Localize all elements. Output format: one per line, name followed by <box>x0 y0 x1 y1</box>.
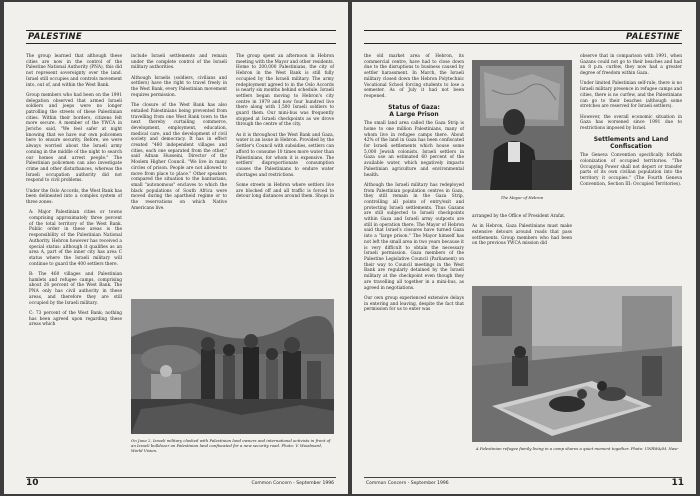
page-header-left <box>26 30 336 44</box>
paragraph: As in Hebron, Gaza Palestinians must make extensive detours around roads that pass settlements. Group members who had been on the previous YWCA mission did <box>472 224 572 247</box>
left-page <box>4 2 348 494</box>
clash-photo-caption: On June 2, Israeli military clashed with Palestinian land owners and international activists in front of an Israeli bulldozer on Palestinian land confiscated for a new security road. Photo: V. Woodward, World Vision. <box>131 438 331 453</box>
heading-line: Confiscation <box>610 143 652 151</box>
mayor-photo-image <box>472 60 572 190</box>
right-column-1 <box>364 54 464 318</box>
paragraph: Our own group experienced extensive delays in entering and leaving, despite the fact that permission for us to enter was <box>364 295 464 313</box>
footer-rule-right <box>364 477 682 478</box>
mayor-photo-caption: The Mayor of Hebron <box>500 195 544 200</box>
right-column-3 <box>580 54 682 192</box>
clash-photo-image <box>131 299 334 434</box>
page-number-right: 11 <box>671 478 684 488</box>
mayor-photo <box>472 60 572 190</box>
paragraph: The small land area called the Gaza Strip is home to one million Palestinians, many of whom live in refugee camps there. About 42% of the land in Gaza has been confiscated for Israeli settlements which house some 5,000 Jewish colonists. Israeli settlers in Gaza use an estimated 60 percent of the available water, which negatively impacts Palestinian agriculture and environmental health. <box>364 121 464 178</box>
paragraph: Under the Oslo Accords, the West Bank has been delineated into a complex system of three zones: <box>26 188 122 206</box>
paragraph: Under limited Palestinian self-rule, there is no Israeli military presence in refugee camps and cities, there is no curfew, and the Palestinians can go to their beaches (although some stretches are reserved for Israeli settlers). <box>580 81 682 110</box>
page-header-right <box>364 30 682 44</box>
paragraph: B: The 460 villages and Palestinian hamlets and refugee camps, comprising about 26 percent of the West Bank. The PNA only has civil authority in these areas, and therefore they are still occupied by the Israeli military. <box>29 271 122 306</box>
right-page <box>352 2 696 494</box>
left-column-1 <box>26 54 122 333</box>
paragraph: arranged by the Office of President Arafat. <box>472 214 566 219</box>
paragraph: A: Major Palestinian cities or towns comprising approximately three percent of the total territory of the West Bank. Public order in these areas is the responsibility of the Palestinian National Authority. Hebron however has received a special status: although it qualifies as an area A, part of the inner city has area C status where the Israeli military will continue to guard the 400 settlers there. <box>29 210 122 267</box>
refugee-camp-photo-image <box>472 286 682 442</box>
paragraph: Some streets in Hebron where settlers live are blocked off and all traffic is forced to detour long distances around them. Shops in <box>236 182 335 200</box>
left-column-2 <box>131 54 227 216</box>
heading-line: A Large Prison <box>389 111 439 119</box>
paragraph: The closure of the West Bank has also entailed Palestinians being prevented from travelling from one West Bank town to the next thereby curtailing commerce, development, employment, education, medical care, and the development of civil society and democracy. It has in effect created "460 independent villages and cities, each one separated from the other," said Adnan Husseini, Director of the Moslem Higher Council. "We live in many circles of prison. People are not allowed to move from place to place." Other speakers compared the situation to the bantustans, small "autonomous" enclaves to which the black populations of South Africa were moved during the apartheid regime or to the reservations on which Native Americans live. <box>131 103 227 211</box>
heading-line: Status of Gaza: <box>388 104 440 112</box>
section-title-left: PALESTINE <box>28 32 82 42</box>
refugee-camp-photo-caption: A Palestinian refugee family living in a camp shares a quiet moment together. Photo: UNRWA/M. Nasr <box>475 446 679 451</box>
clash-photo <box>131 299 334 434</box>
right-column-2 <box>472 214 572 252</box>
paragraph: However, the overall economic situation in Gaza has worsened since 1991 due to restrictions imposed by Israel. <box>580 114 682 131</box>
paragraph: C: 73 percent of the West Bank; nothing has been agreed upon regarding these areas which <box>29 310 122 328</box>
paragraph: include Israeli settlements and remain under the complete control of the Israeli military authorities. <box>131 54 227 71</box>
paragraph: Although the Israeli military has redeployed from Palestinian population centres in Gaza, they still remain in the Gaza Strip, controlling all points of entry/exit and protecting Israeli settlements. Thus Gazans are still subjected to Israeli checkpoints within Gaza and Israeli army outposts are still in operation there. The Mayor of Hebron said that Israel's closures have turned Gaza into a "large prison." The Mayor himself has not left the small area in two years because it is very difficult to obtain the necessary Israeli permission. Gaza members of the Palestine Legislative Council (Parliament) on their way to Council meetings in the West Bank are regularly detained by the Israeli military at the checkpoint even though they are travelling all together in a mini-bus, as agreed in negotiations. <box>364 182 464 291</box>
heading-line: Settlements and Land <box>593 136 669 144</box>
paragraph: The group learned that although these cities are now in the control of the Palestine National Authority (PNA), this did not represent sovereignty over the land. Israel still occupies and controls movement into, out of, and within the West Bank. <box>26 54 122 88</box>
left-column-3 <box>236 54 334 205</box>
paragraph: observe that in comparison with 1991, when Gazans could not go to their beaches and had an 8 p.m. curfew, they now had a greater degree of freedom within Gaza. <box>580 54 682 77</box>
paragraph: The group spent an afternoon in Hebron meeting with the Mayor and other residents. Home to 200,000 Palestinians, the city of Hebron in the West Bank is still fully occupied by the Israeli military. The army redeployment agreed to in the Oslo Accords is nearly six months behind schedule. Israeli settlers began moving to Hebron's city centre in 1979 and now four hundred live there along with 1,500 Israeli soldiers to guard them. Our mini-bus was frequently stopped at Israeli checkpoints as we drove through the centre of the city. <box>236 54 334 128</box>
section-title-right: PALESTINE <box>626 32 680 42</box>
footer-text-left: Common Concern - September 1996 <box>251 481 334 486</box>
footer-rule-left <box>26 477 336 478</box>
refugee-camp-photo <box>472 286 682 442</box>
paragraph: As it is throughout the West Bank and Gaza, water is an issue in Hebron. Provided by the Settler's Council with subsidies, settlers can afford to consume 10 times more water than Palestinians, for whom it is expensive. The settlers' disproportionate consumption causes the Palestinians to endure water shortages and restrictions. <box>236 132 334 178</box>
page-number-left: 10 <box>26 478 39 488</box>
paragraph: the old market area of Hebron, its commercial centre, have had to close down due to the disruptions to business caused by settler harassment. In March, the Israeli military closed down the Hebron Polytechnic Vocational School forcing students to lose a semester. As of July it had not been reopened. <box>364 54 464 99</box>
paragraph: The Geneva Convention specifically forbids colonization of occupied territories. "The Occupying Power shall not deport or transfer parts of its own civilian population into the territory it occupies." (The Fourth Geneva Convention, Section III: Occupied Territories). <box>580 153 682 187</box>
heading-settlements <box>580 136 682 150</box>
footer-text-right: Common Concern - September 1996 <box>366 481 449 486</box>
heading-status-of-gaza <box>364 104 464 118</box>
paragraph: Although Israelis (soldiers, civilians and settlers) have the right to travel freely in the West Bank, every Palestinian movement requires permission. <box>131 75 227 98</box>
paragraph: Group members who had been on the 1991 delegation observed that armed Israeli soldiers and jeeps were no longer patrolling the streets of these Palestinian cities. Within their borders, citizens felt more secure. A member of the YWCA in Jericho said, "We feel safer at night knowing that we have our own policemen here to ensure security. Before, we were always worried about the Israeli army coming in the middle of the night to search our homes and arrest people." The Palestinian policemen can also investigate crime and other disturbances, whereas the Israeli occupation authority did not respond to civil problems. <box>26 92 122 184</box>
